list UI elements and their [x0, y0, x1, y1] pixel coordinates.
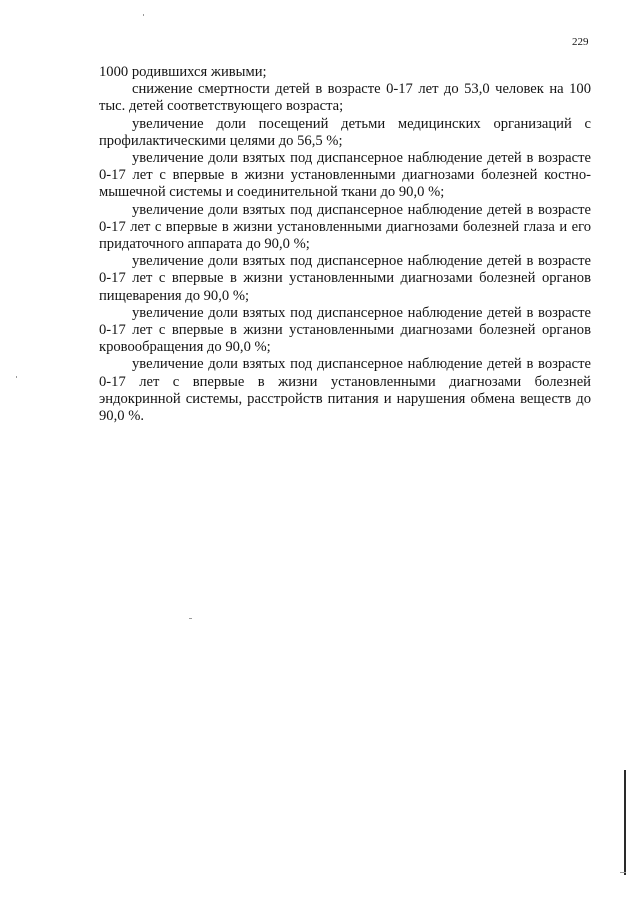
paragraph-3: увеличение доли посещений детьми медицинских организаций с профилактическими целями до 56,5 %;	[99, 115, 591, 149]
paragraph-1: 1000 родившихся живыми;	[99, 64, 267, 80]
scan-speck	[620, 872, 626, 873]
scan-speck	[189, 618, 192, 619]
paragraph-8: увеличение доли взятых под диспансерное наблюдение детей в возрасте 0-17 лет с впервые в жизни установленными диагнозами болезней эндокринной системы, расстройств питания и нарушения обмена веществ до 90,0 %.	[99, 356, 591, 425]
document-body	[99, 64, 591, 425]
paragraph-6: увеличение доли взятых под диспансерное наблюдение детей в возрасте 0-17 лет с впервые в жизни установленными диагнозами болезней органов пищеварения до 90,0 %;	[99, 253, 591, 304]
paragraph-4: увеличение доли взятых под диспансерное наблюдение детей в возрасте 0-17 лет с впервые в жизни установленными диагнозами болезней костно-мышечной системы и соединительной ткани до 90,0 %;	[99, 150, 591, 201]
scan-speck	[16, 376, 17, 378]
paragraph-2: снижение смертности детей в возрасте 0-17 лет до 53,0 человек на 100 тыс. детей соответствующего возраста;	[99, 81, 591, 115]
scan-edge-mark	[624, 770, 626, 875]
paragraph-5: увеличение доли взятых под диспансерное наблюдение детей в возрасте 0-17 лет с впервые в жизни установленными диагнозами болезней глаза и его придаточного аппарата до 90,0 %;	[99, 201, 591, 253]
paragraph-7: увеличение доли взятых под диспансерное наблюдение детей в возрасте 0-17 лет с впервые в жизни установленными диагнозами болезней органов кровообращения до 90,0 %;	[99, 304, 591, 356]
scan-speck	[143, 14, 144, 16]
page-number: 229	[572, 36, 589, 48]
